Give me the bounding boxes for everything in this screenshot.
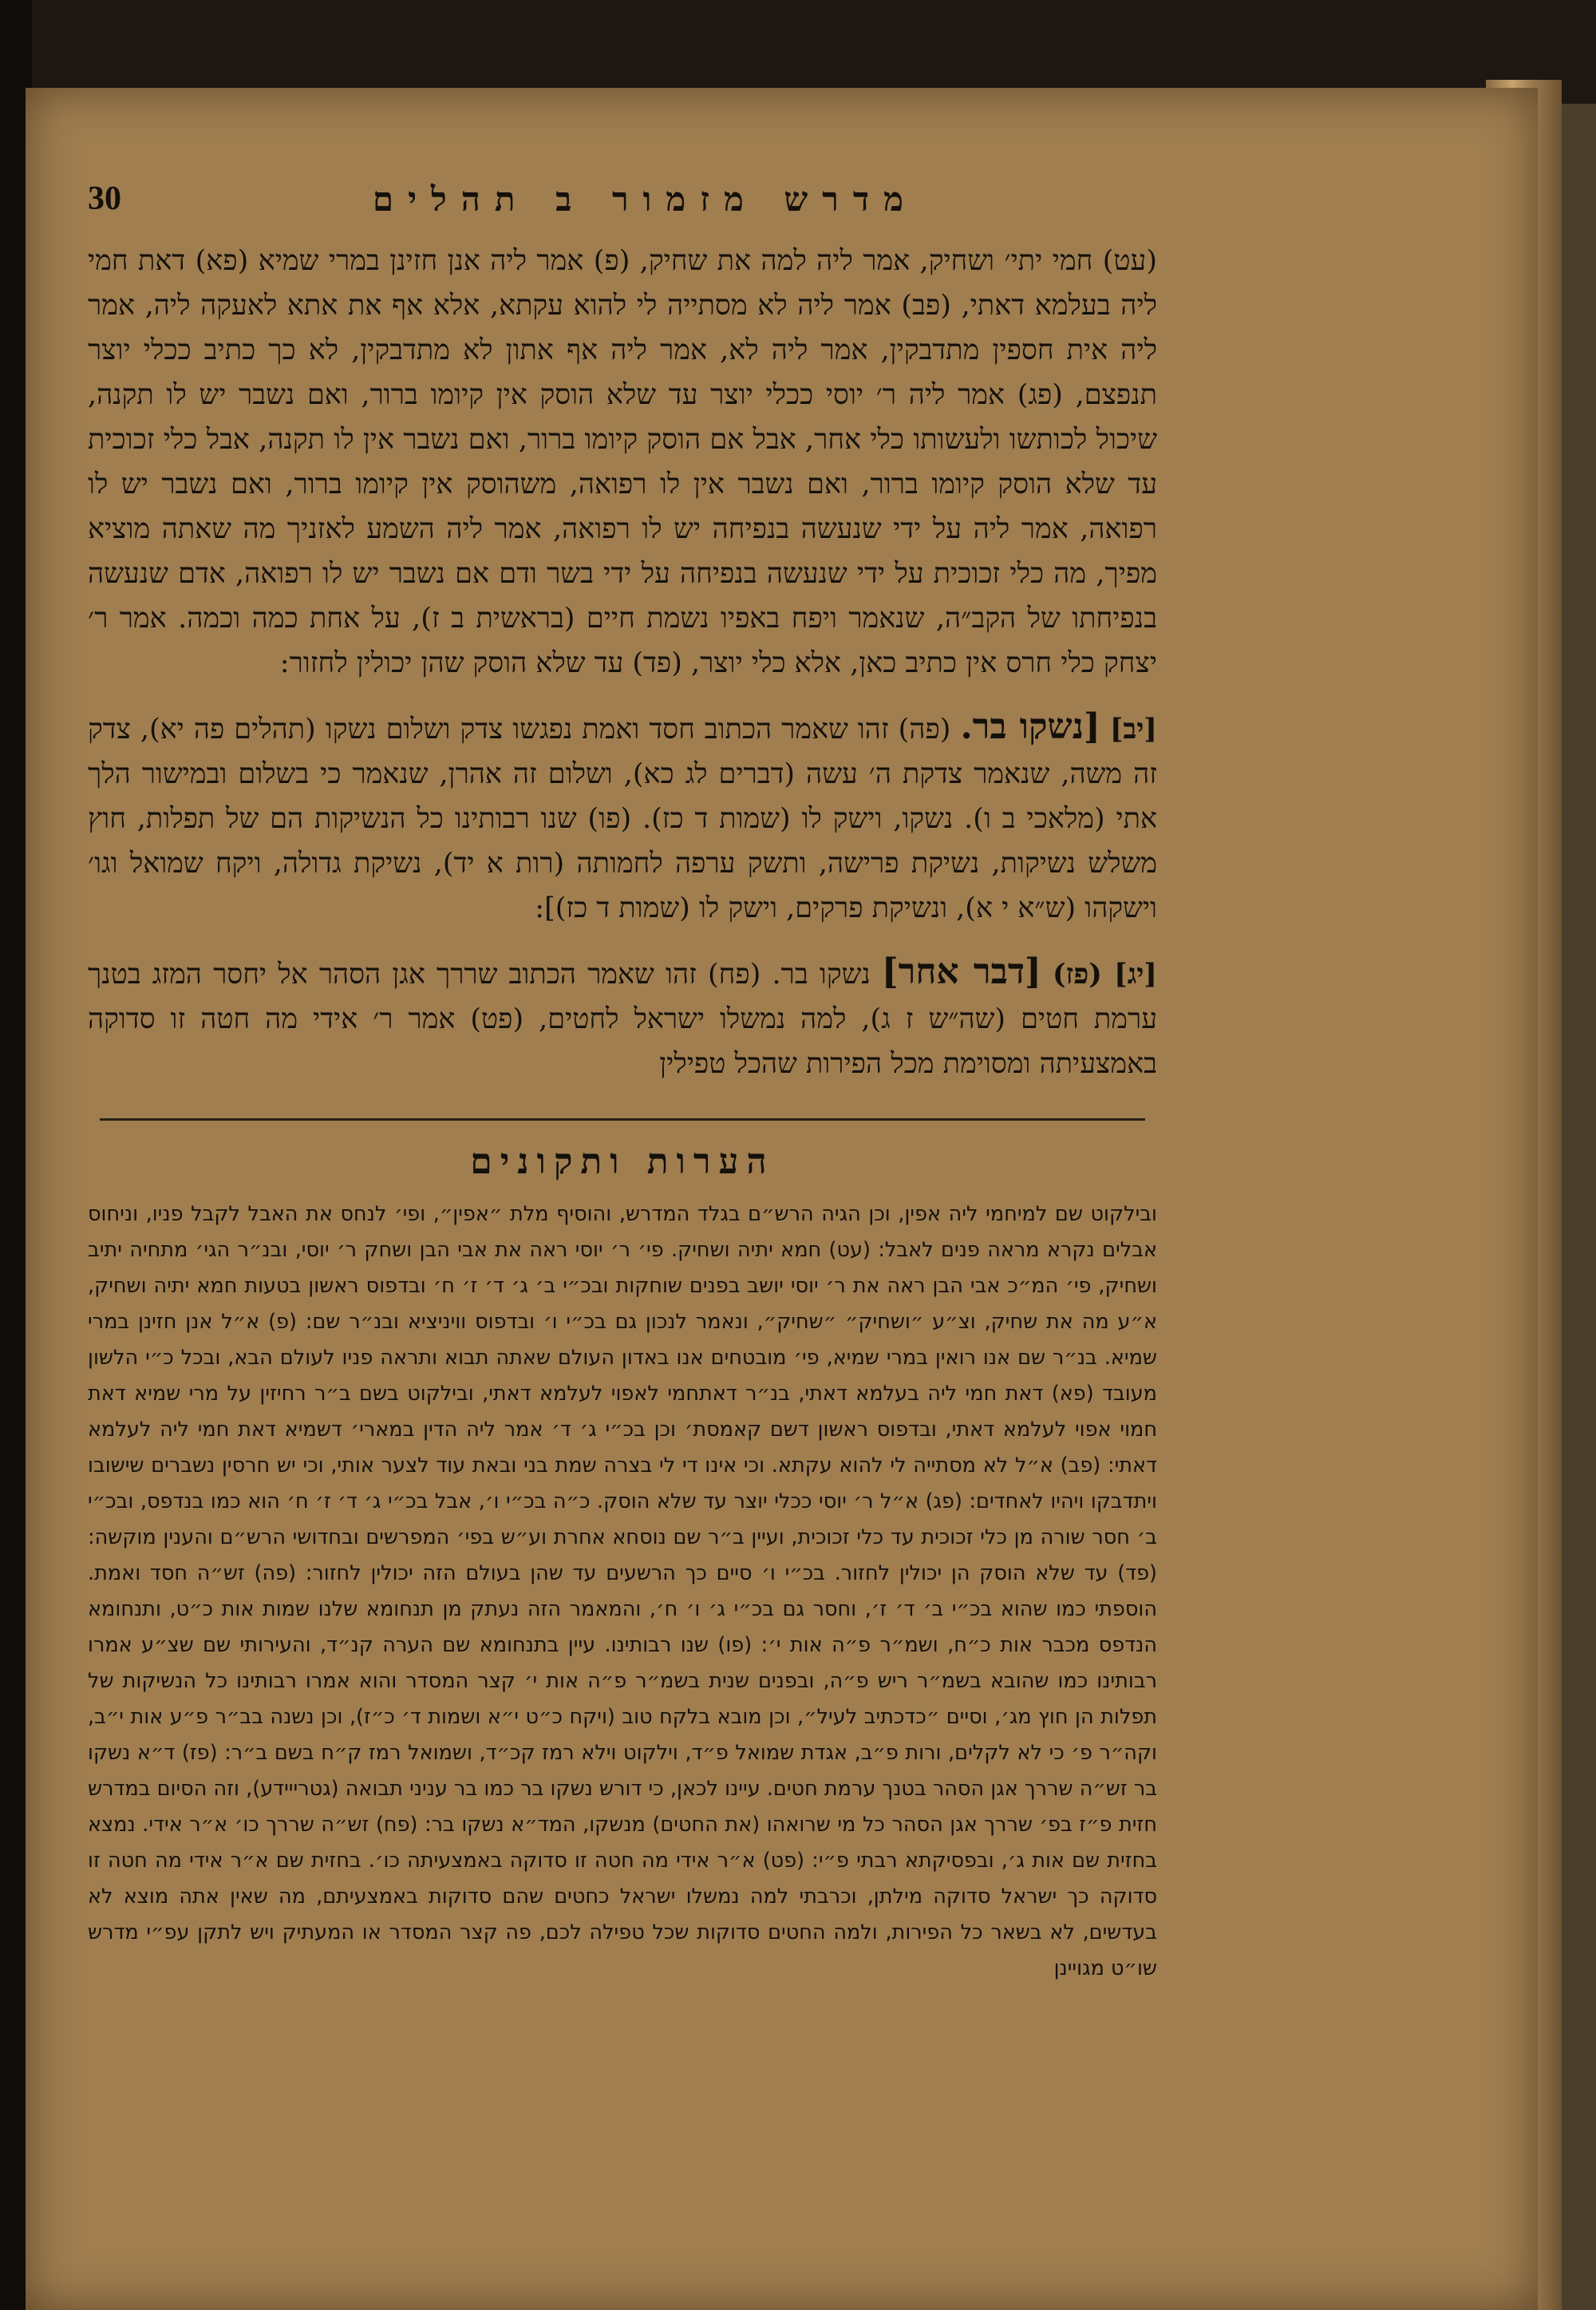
midrash-paragraph-3-container	[88, 950, 1157, 1086]
notes-title: הערות ותקונים	[470, 1141, 775, 1182]
lemma-heading-12: [נשקו בר.	[960, 706, 1100, 747]
running-head	[88, 180, 1157, 235]
section-gap	[88, 686, 1157, 705]
midrash-paragraph-3: נשקו בר. (פח) זהו שאמר הכתוב שררך אגן הסהר אל יחסר המזג בטנך ערמת חטים (שה״ש ז ג), למה נמשלו ישראל לחטים, (פט) אמר ר׳ אידי מה חטה זו סדוקה באמצעיתה ומסוימת מכל הפירות שהכל טפילין	[88, 959, 1157, 1080]
section-marker-13: [יג] (פז)	[1052, 958, 1157, 991]
midrash-paragraph-2-container	[88, 705, 1157, 931]
running-title: מדרש מזמור ב תהלים	[372, 180, 918, 219]
lemma-heading-13: [דבר אחר]	[881, 951, 1041, 992]
page-content	[88, 180, 1157, 1987]
page-number: 30	[88, 180, 121, 217]
midrash-paragraph-1: (עט) חמי יתי׳ ושחיק, אמר ליה למה את שחיק, (פ) אמר ליה אנן חזינן במרי שמיא (פא) דאת חמי ליה בעלמא דאתי, (פב) אמר ליה לא מסתייה לי להוא עקתא, אלא אף את אתא לאעקה ליה, אמר ליה אית חספין מתדבקין, אמר ליה לא, אמר ליה אף אתון לא מתדבקין, לא כך כתיב ככלי יוצר תנפצם, (פג) אמר ליה ר׳ יוסי ככלי יוצר עד שלא הוסק אין קיומו ברור, ואם נשבר יש לו תקנה, שיכול לכותשו ולעשותו כלי אחר, אבל אם הוסק קיומו ברור, ואם נשבר אין לו תקנה, אבל כלי זכוכית עד שלא הוסק קיומו ברור, ואם נשבר אין לו רפואה, משהוסק אין קיומו ברור, ואם נשבר יש לו רפואה, אמר ליה על ידי שנעשה בנפיחה יש לו רפואה, אמר ליה השמע לאזניך מה שאתה מוציא מפיך, מה כלי זכוכית על ידי שנעשה בנפיחה על ידי בשר ודם אם נשבר יש לו רפואה, אדם שנעשה בנפיחתו של הקב״ה, שנאמר ויפח באפיו נשמת חיים (בראשית ב ז), על אחת כמה וכמה. אמר ר׳ יצחק כלי חרס אין כתיב כאן, אלא כלי יוצר, (פד) עד שלא הוסק שהן יכולין לחזור:	[88, 245, 1157, 679]
notes-divider	[100, 1118, 1145, 1121]
notes-text: ובילקוט שם למיחמי ליה אפין, וכן הגיה הרש״ם בגלד המדרש, והוסיף מלת ״אפין״, ופי׳ לנחס את האבל לקבל פניו, וניחוס אבלים נקרא מראה פנים לאבל: (עט) חמא יתיה ושחיק. פי׳ ר׳ יוסי ראה את אבי הבן ושחק ר׳ יוסי, ובנ״ר הגי׳ מתחיה יתיב ושחיק, פי׳ המ״כ אבי הבן ראה את ר׳ יוסי יושב בפנים שוחקות ובכ״י ב׳ ג׳ ד׳ ז׳ ח׳ ובדפוס ראשון בטעות חמא יתיה ושחיק, א״ע מה את שחיק, וצ״ע ״ושחיק״ ״שחיק״, ונאמר לנכון גם בכ״י ו׳ ובדפוס וויניציא ובנ״ר שם: (פ) א״ל אנן חזינן במרי שמיא. בנ״ר שם אנו רואין במרי שמיא, פי׳ מובטחים אנו באדון העולם שאתה תבוא ותראה פניו לעולם הבא, ובכל כ״י הלשון מעובד (פא) דאת חמי ליה בעלמא דאתי, בנ״ר דאתחמי לאפוי לעלמא דאתי, ובילקוט בשם ב״ר רחיזין על מרי שמיא דאת חמוי אפוי לעלמא דאתי, ובדפוס ראשון דשם קאמסת׳ וכן בכ״י ג׳ ד׳ אמר ליה הדין במארי׳ דשמיא דאת חמי ליה לעלמא דאתי: (פב) א״ל לא מסתייה לי להוא עקתא. וכי אינו די לי בצרה שמת בני ובאת עוד לצער אותי, וכי יש חרסין נשברים שישובו ויתדבקו ויהיו לאחדים: (פג) א״ל ר׳ יוסי ככלי יוצר עד שלא הוסק. כ״ה בכ״י ו׳, אבל בכ״י ג׳ ד׳ ז׳ ח׳ הוא כמו בנדפס, ובכ״י ב׳ חסר שורה מן כלי זכוכית עד כלי זכוכית, ועיין ב״ר שם נוסחא אחרת וע״ש בפי׳ המפרשים ובחדושי הרש״ם והענין מוקשה: (פד) עד שלא הוסק הן יכולין לחזור. בכ״י ו׳ סיים כך הרשעים עד שהן בעולם הזה יכולין לחזור: (פה) זש״ה חסד ואמת. הוספתי כמו שהוא בכ״י ב׳ ד׳ ז׳, וחסר גם בכ״י ג׳ ו׳ ח׳, והמאמר הזה נעתק מן תנחומא שלנו שמות אות כ״ט, ותנחומא הנדפס מכבר אות כ״ח, ושמ״ר פ״ה אות י׳: (פו) שנו רבותינו. עיין בתנחומא שם הערה קנ״ד, והעירותי שם שצ״ע אמרו רבותינו כמו שהובא בשמ״ר ריש פ״ה, ובפנים שנית בשמ״ר פ״ה אות י׳ קצר המסדר והוא אמרו רבותינו כל הנשיקות של תפלות הן חוץ מג׳, וסיים ״כדכתיב לעיל״, וכן מובא בלקח טוב (ויקח כ״ט י״א ושמות ד׳ כ״ז), וכן נשנה בב״ר פ״ע אות י״ב, וקה״ר פ׳ כי לא לקלים, ורות פ״ב, אגדת שמואל פ״ד, וילקוט וילא רמז קכ״ד, ושמואל רמז ק״ח בשם ב״ר: (פז) ד״א נשקו בר זש״ה שררך אגן הסהר בטנך ערמת חטים. עיינו לכאן, כי דורש נשקו בר כמו בר עניני תבואה (גטרייידע), וזה הסיום במדרש חזית פ״ז בפ׳ שררך אגן הסהר כל מי שרואהו (את החטים) מנשקו, המד״א נשקו בר: (פח) זש״ה שררך כו׳ א״ר אידי. נמצא בחזית שם אות ג׳, ובפסיקתא רבתי פ״י: (פט) א״ר אידי מה חטה זו סדוקה באמצעיתה כו׳. בחזית שם א״ר אידי מה חטה זו סדוקה כך ישראל סדוקה מילתן, וכרבתי למה נמשלו ישראל כחטים שהם סדוקות באמצעיתם, מה שאין אתה מוצא לא בעדשים, לא בשאר כל הפירות, ולמה החטים סדוקות שכל טפילה לכם, פה קצר המסדר או המעתיק ויש לתקן עפ״י מדרש שו״ט מגויינן	[88, 1202, 1157, 1980]
section-gap	[88, 931, 1157, 950]
section-marker-12: [יב]	[1109, 713, 1157, 746]
book-binding	[1556, 104, 1596, 2310]
midrash-paragraph-2: (פה) זהו שאמר הכתוב חסד ואמת נפגשו צדק ושלום נשקו (תהלים פה יא), צדק זה משה, שנאמר צדקת ה׳ עשה (דברים לג כא), ושלום זה אהרן, שנאמר כי בשלום ובמישור הלך אתי (מלאכי ב ו). נשקו, וישק לו (שמות ד כז). (פו) שנו רבותינו כל הנשיקות הם של תפלות, חוץ משלש נשיקות, נשיקת פרישה, ותשק ערפה לחמותה (רות א יד), נשיקת גדולה, ויקח שמואל וגו׳ וישקהו (ש״א י א), ונשיקת פרקים, וישק לו (שמות ד כז)]:	[88, 714, 1157, 924]
